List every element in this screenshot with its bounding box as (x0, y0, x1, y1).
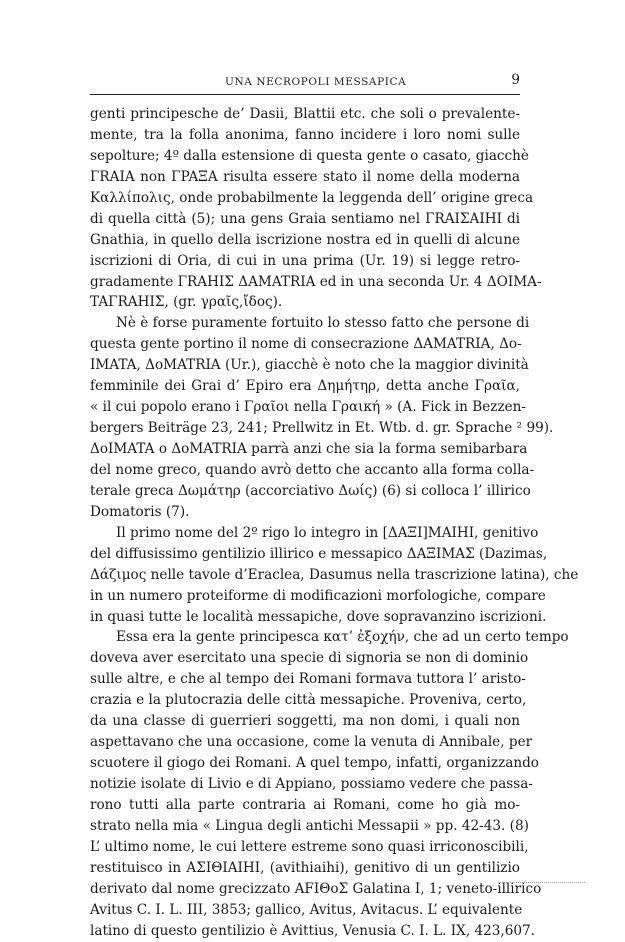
text-line: latino di questo gentilizio è Avittius, Venusia C. I. L. IX, 423,607. (90, 922, 536, 939)
page-number: 9 (511, 72, 520, 88)
text-line: da una classe di guerrieri soggetti, ma non domi, i quali non (90, 713, 520, 730)
text-line: Καλλίπολις, onde probabilmente la leggenda dell’ origine greca (90, 189, 534, 206)
text-line: bergers Beiträge 23, 241; Prellwitz in Et. Wtb. d. gr. Sprache ² 99). (90, 420, 554, 437)
text-line: in un numero proteiforme di modificazioni morfologiche, compare (90, 587, 546, 604)
text-line: terale greca Δωμάτηρ (accorciativo Δωίς) (6) si colloca l’ illirico (90, 482, 531, 499)
paragraph-first-line: Nè è forse puramente fortuito lo stesso fatto che persone di (116, 315, 530, 332)
text-line: mente, tra la folla anonima, fanno incidere i loro nomi sulle (90, 126, 520, 143)
text-line: del diffusissimo gentilizio illirico e messapico ΔAΞIMAΣ (Dazimas, (90, 545, 548, 562)
text-line: questa gente portino il nome di consecrazione ΔAMATRIA, Δo- (90, 336, 522, 353)
text-line: IMATA, ΔoMATRIA (Ur.), giacchè è noto che la maggior divinità (90, 357, 529, 374)
text-line: strato nella mia « Lingua degli antichi Messapii » pp. 42-43. (8) (90, 817, 529, 834)
page-header (90, 72, 520, 95)
text-line: genti principesche de’ Dasii, Blattii etc. che soli o prevalente- (90, 106, 520, 122)
text-line: iscrizioni di Oria, di cui in una prima (Ur. 19) si legge retro- (90, 252, 520, 269)
text-line: Avitus C. I. L. III, 3853; gallico, Avitus, Avitacus. L’ equivalente (90, 901, 523, 918)
paragraph-first-line: Il primo nome del 2º rigo lo integro in [ΔAΞI]MAIHI, genitivo (116, 524, 539, 541)
text-line: aspettavano che una occasione, come la venuta di Annibale, per (90, 734, 533, 751)
text-line: crazia e la plutocrazia delle città messapiche. Proveniva, certo, (90, 692, 527, 709)
text-line: L’ ultimo nome, le cui lettere estreme sono quasi irriconoscibili, (90, 838, 529, 855)
text-line: restituisco in AΣIΘIAIHI, (avithiaihi), genitivo di un gentilizio (90, 859, 520, 876)
text-line: ΔoIMATA o ΔoMATRIA parrà anzi che sia la forma semibarbara (90, 441, 528, 457)
text-line: femminile dei Grai d’ Epiro era Δημήτηρ, detta anche Γραῖα, (90, 378, 520, 395)
text-line: Gnathia, in quello della iscrizione nostra ed in quelli di alcune (90, 231, 520, 248)
text-line: « il cui popolo erano i Γραῖοι nella Γραική » (A. Fick in Bezzen- (90, 399, 527, 416)
running-title: UNA NECROPOLI MESSAPICA (225, 76, 407, 88)
paragraph-first-line: Essa era la gente principesca κατ’ ἐξοχήν, che ad un certo tempo (116, 629, 569, 646)
text-line: rono tutti alla parte contraria ai Romani, come ho già mo- (90, 796, 520, 813)
text-line: ΓRAIA non ΓPAΞA risulta essere stato il nome della moderna (90, 168, 520, 185)
text-line: del nome greco, quando avrò detto che accanto alla forma colla- (90, 461, 535, 478)
text-line: notizie isolate di Livio e di Appiano, possiamo vedere che passa- (90, 776, 533, 792)
text-line: gradamente ΓRAHIΣ ΔAMATRIA ed in una seconda Ur. 4 ΔOIMA- (90, 273, 542, 290)
text-line: sepolture; 4º dalla estensione di questa gente o casato, giacchè (90, 147, 529, 164)
body-text (90, 104, 579, 942)
text-line: in quasi tutte le località messapiche, dove sopravanzino iscrizioni. (90, 608, 547, 625)
text-line: di quella città (5); una gens Graia sentiamo nel ΓRAIΣAIHI di (90, 210, 520, 227)
scan-edge-mark (500, 882, 585, 883)
text-line: Domatoris (7). (90, 503, 190, 520)
text-line: derivato dal nome grecizzato AFIΘoΣ Galatina I, 1; veneto-illirico (90, 880, 542, 897)
text-line: doveva aver esercitato una specie di signoria se non di dominio (90, 650, 529, 667)
text-line: scuotere il giogo dei Romani. A quel tempo, infatti, organizzando (90, 755, 539, 772)
text-line: Δάζιμος nelle tavole d’Eraclea, Dasumus nella trascrizione latina), che (90, 566, 579, 583)
text-line: sulle altre, e che al tempo dei Romani formava tuttora l’ aristo- (90, 671, 526, 688)
text-line: TAΓRAHIΣ, (gr. γραῖς,ἴδος). (90, 294, 283, 311)
